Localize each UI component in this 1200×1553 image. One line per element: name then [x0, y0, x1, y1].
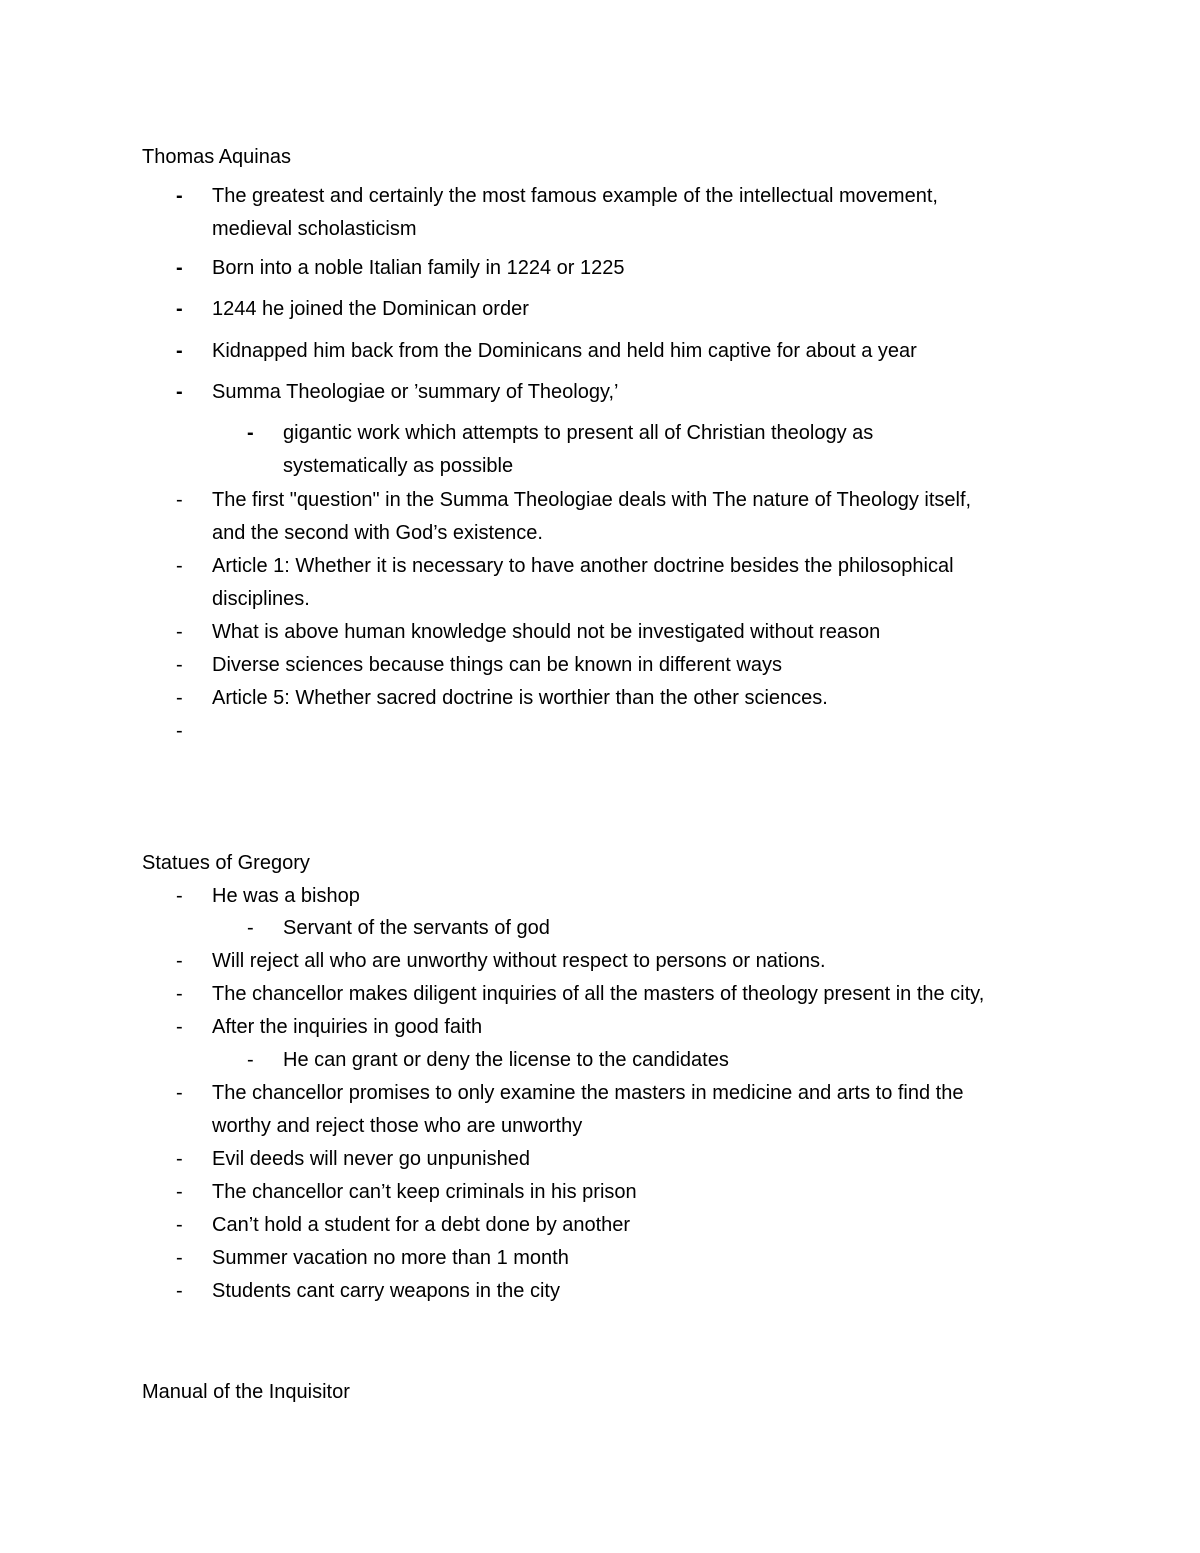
list-item-text: worthy and reject those who are unworthy — [212, 1115, 583, 1137]
list-item-text: The chancellor promises to only examine the masters in medicine and arts to find the — [212, 1082, 964, 1104]
list-item-text: The greatest and certainly the most famous example of the intellectual movement, — [212, 185, 938, 207]
bullet-dash: - — [176, 185, 183, 207]
list-item-text: systematically as possible — [283, 455, 514, 477]
bullet-dash: - — [247, 917, 254, 939]
bullet-dash: - — [176, 489, 183, 511]
bullet-dash: - — [176, 687, 183, 709]
bullet-dash: - — [176, 257, 183, 279]
list-item-text: 1244 he joined the Dominican order — [212, 298, 529, 320]
list-item-text: The chancellor can’t keep criminals in his prison — [212, 1181, 637, 1203]
bullet-dash: - — [176, 555, 183, 577]
bullet-dash: - — [176, 950, 183, 972]
list-item-text: Article 5: Whether sacred doctrine is worthier than the other sciences. — [212, 687, 828, 709]
list-item-text: Servant of the servants of god — [283, 917, 550, 939]
section-heading: Thomas Aquinas — [142, 146, 291, 168]
bullet-dash: - — [176, 885, 183, 907]
bullet-dash: - — [176, 621, 183, 643]
list-item-text: Kidnapped him back from the Dominicans and held him captive for about a year — [212, 340, 917, 362]
list-item-text: The first "question" in the Summa Theologiae deals with The nature of Theology itself, — [212, 489, 972, 511]
bullet-dash: - — [247, 422, 254, 444]
list-item-text: Diverse sciences because things can be known in different ways — [212, 654, 782, 676]
list-item-text: He can grant or deny the license to the candidates — [283, 1049, 729, 1071]
list-item-text: Evil deeds will never go unpunished — [212, 1148, 530, 1170]
list-item-text: and the second with God’s existence. — [212, 522, 543, 544]
list-item-text: Summer vacation no more than 1 month — [212, 1247, 569, 1269]
list-item-text: gigantic work which attempts to present all of Christian theology as — [283, 422, 874, 444]
bullet-dash: - — [176, 720, 183, 742]
bullet-dash: - — [176, 1082, 183, 1104]
list-item-text: Can’t hold a student for a debt done by another — [212, 1214, 631, 1236]
bullet-dash: - — [176, 654, 183, 676]
section-heading: Statues of Gregory — [142, 852, 310, 874]
list-item-text: The chancellor makes diligent inquiries of all the masters of theology present in the city, — [212, 983, 985, 1005]
bullet-dash: - — [176, 1280, 183, 1302]
list-item-text: Born into a noble Italian family in 1224 or 1225 — [212, 257, 625, 279]
bullet-dash: - — [176, 1181, 183, 1203]
list-item-text: Article 1: Whether it is necessary to have another doctrine besides the philosophical — [212, 555, 954, 577]
list-item-text: Summa Theologiae or ’summary of Theology,’ — [212, 381, 619, 403]
bullet-dash: - — [176, 1148, 183, 1170]
list-item-text: After the inquiries in good faith — [212, 1016, 483, 1038]
list-item-text: Will reject all who are unworthy without respect to persons or nations. — [212, 950, 826, 972]
bullet-dash: - — [176, 1016, 183, 1038]
bullet-dash: - — [176, 381, 183, 403]
list-item-text: Students cant carry weapons in the city — [212, 1280, 560, 1302]
list-item-text: What is above human knowledge should not be investigated without reason — [212, 621, 881, 643]
bullet-dash: - — [176, 1247, 183, 1269]
bullet-dash: - — [176, 983, 183, 1005]
bullet-dash: - — [247, 1049, 254, 1071]
bullet-dash: - — [176, 298, 183, 320]
list-item-text: disciplines. — [212, 588, 310, 610]
bullet-dash: - — [176, 1214, 183, 1236]
bullet-dash: - — [176, 340, 183, 362]
list-item-text: He was a bishop — [212, 885, 360, 907]
section-heading: Manual of the Inquisitor — [142, 1381, 350, 1403]
list-item-text: medieval scholasticism — [212, 218, 417, 240]
